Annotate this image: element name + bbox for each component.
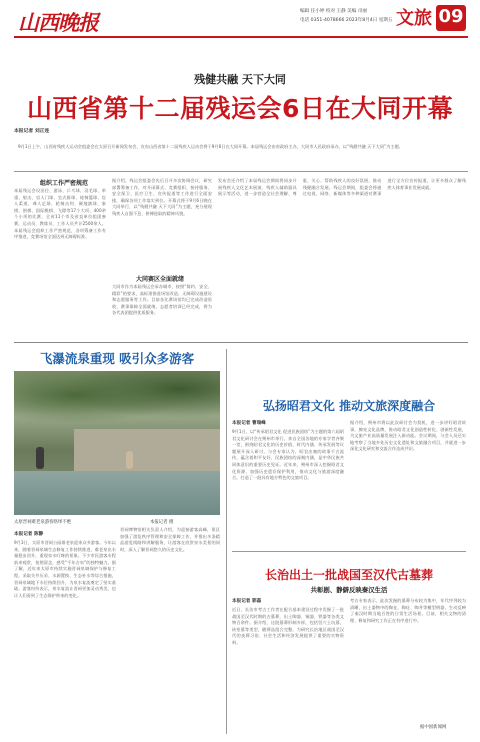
photo-trees <box>14 371 220 431</box>
section-label: 文旅 <box>396 8 432 29</box>
lead-bottom-rule <box>14 342 468 343</box>
tourism-photo-credit: 本报记者 摄 <box>150 520 174 525</box>
archaeology-byline: 本报记者 郭磊 <box>232 599 262 604</box>
photo-people-2 <box>126 451 133 469</box>
lead-subhead-2: 大同赛区全面就绪 <box>136 276 185 283</box>
archaeology-body: 近日，长治市考古工作者在配合基本建设过程中发掘了一批战国至汉代时期的古墓葬，出土陶器、铜器、铁器等各类文物百余件。据介绍，这批墓葬形制多样，包括竖穴土坑墓、砖室墓等类型，随葬品组合完整，为研究长治地区战国至汉代的丧葬习俗、社会生活和经济发展提供了重要的实物资料。 <box>232 607 344 645</box>
page-number: 09 <box>438 6 464 27</box>
tourism-byline: 本报记者 陈静 <box>14 532 44 537</box>
lead-col-2: 据介绍，残运会组委会先后召开多次协调会议，研究部署筹备工作，对开闭幕式、竞赛组织、接待服务、安全保卫、医疗卫生、宣传报道等工作进行全面安排，确保各项工作落实到位。开幕式将于9月6日晚在大同举行，以“残健共融 天下大同”为主题，充分展现残疾人自强不息、拼搏进取的精神风貌。 <box>112 178 212 216</box>
masthead-editor-line: 编辑 任小婷 校对 王静 美编 司丽 <box>300 9 368 14</box>
archaeology-body-2: 考古专家表示，此次发掘的墓葬分布较为集中，年代序列较为清晰，出土器物中的陶仓、陶灶、陶井等模型明器，生动反映了秦汉时期当地百姓的日常生活场景。目前，相关文物的清理、修复和研究工作正在有序进行中。 <box>350 598 466 623</box>
archaeology-headline: 长治出土一批战国至汉代古墓葬 <box>264 568 433 582</box>
lead-byline: 本报记者 刘正连 <box>14 129 50 134</box>
lead-intro-rule <box>14 171 468 172</box>
lead-col-1: 本届残运会设田径、游泳、乒乓球、羽毛球、举重、射击、盲人门球、坐式排球、轮椅篮球、盲人柔道、聋人足球、轮椅击剑、硬地滚球、象棋、围棋、国际跳棋、飞镖等17个大项、400余个小项的比赛，全省11个市及省直单位组团参赛，运动员、教练员、工作人员共计2500余人。本届残运会组织工作严密规范，各项筹备工作有序推进，竞赛场馆全面达到无障碍标准。 <box>14 188 106 240</box>
masthead-hotline-line: 电话 0351-4078666 2023年8月4日 星期五 <box>300 18 393 23</box>
culture-body: 9月1日，以“传承昭君文化 促进民族团结”为主题的第六届昭君文化研讨会在朔州市举行。来自全国各地的专家学者齐聚一堂，围绕昭君文化的历史价值、时代内涵、传承发展等议题展开深入研讨。与会专家认为，昭君出塞的故事千古流传，蕴含着和平友好、民族团结的深刻内涵，是中华民族共同体意识的重要历史见证。近年来，朔州市深入挖掘昭君文化资源，加强历史遗存保护利用，推动文化与旅游深度融合，打造了一批具有地方特色的文旅项目。 <box>232 429 344 481</box>
culture-byline: 本报记者 曹瑞峰 <box>232 421 266 426</box>
photo-people <box>36 447 44 469</box>
lead-col-3: 大同市作为本届残运会承办城市，按照“简约、安全、精彩”的要求，高标准推进场馆改造、无障碍设施建设和志愿服务等工作。目前各比赛场馆均已完成改造验收，赛事保障全面就绪，志愿者培训已经完成，将为各代表团提供优质服务。 <box>112 284 212 316</box>
culture-bottom-rule <box>232 551 466 552</box>
tourism-photo-caption: 太原晋祠难老泉游客络绎不绝 <box>14 520 72 525</box>
lead-subhead-1: 组织工作严密规范 <box>40 180 89 187</box>
tourism-photo <box>14 371 220 515</box>
lead-kicker: 残健共融 天下大同 <box>194 73 286 86</box>
masthead-logo: 山西晚报 <box>18 10 98 35</box>
tourism-body: 9月3日，太原市晋祠公园难老泉迎来众多游客。今年以来，随着晋祠泉域生态修复工作持续推进，难老泉出水量稳步回升，重现泉水叮咚的景象。不少市民游客专程前来观赏，拍照留念，感受“千年古泉”的独特魅力。据了解，近年来太原市持续实施晋祠泉域保护与修复工程，采取关井压采、水源置换、生态补水等综合措施，晋祠泉域地下水位持续回升，为泉水复流奠定了坚实基础。游客纷纷表示，泉水复流让晋祠更加灵动秀美，也让人们看到了生态保护带来的变化。 <box>14 540 116 598</box>
lead-headline: 山西省第十二届残运会6日在大同开幕 <box>27 94 453 123</box>
masthead-rule <box>14 36 468 38</box>
culture-body-2: 据介绍，朔州市将以此次研讨会为契机，进一步讲好昭君故事，擦亮文化品牌，推动昭君文化创造性转化、创新性发展，为文旅产业高质量发展注入新动能。会议期间，与会人员还实地考察了当地多处历史文化遗址和文旅融合项目，并就进一步深化文化研究和交流合作达成共识。 <box>350 420 466 452</box>
culture-headline: 弘扬昭君文化 推动文旅深度融合 <box>262 399 436 413</box>
tourism-body-2: 晋祠博物馆相关负责人介绍，为迎接游客高峰，景区加强了游览秩序管理和安全保障工作，并推出多条精品游览线路和讲解服务，让游客在欣赏泉水美景的同时，深入了解晋祠悠久的历史文化。 <box>120 527 220 552</box>
lead-intro: 9月1日上午，山西省残疾人运动会组委会在太原召开新闻发布会，宣布山西省第十二届残疾人运动会将于9月6日在大同开幕。本届残运会由省政府主办，大同市人民政府承办，以“残健共融 天下大同”为主题。 <box>18 144 403 149</box>
archaeology-subheadline: 共彰剧、静僻反映秦汉生活 <box>310 586 388 594</box>
column-divider <box>226 349 227 734</box>
tourism-headline: 飞瀑流泉重现 吸引众多游客 <box>39 351 195 366</box>
archaeology-credit: 据中国新闻网 <box>420 725 447 730</box>
lead-col-4: 发布会还介绍了本届残运会期间将同步开展残疾人文化艺术展演、残疾人辅助器具展示等活动，进一步营造全社会理解、尊重、关心、帮助残疾人的良好氛围，推动残健融合发展。残运会期间，组委会将通过电视、网络、新媒体等多种渠道对赛事进行全方位宣传报道，让更多群众了解残疾人体育事业发展成就。 <box>218 178 466 197</box>
photo-pool <box>14 471 220 515</box>
